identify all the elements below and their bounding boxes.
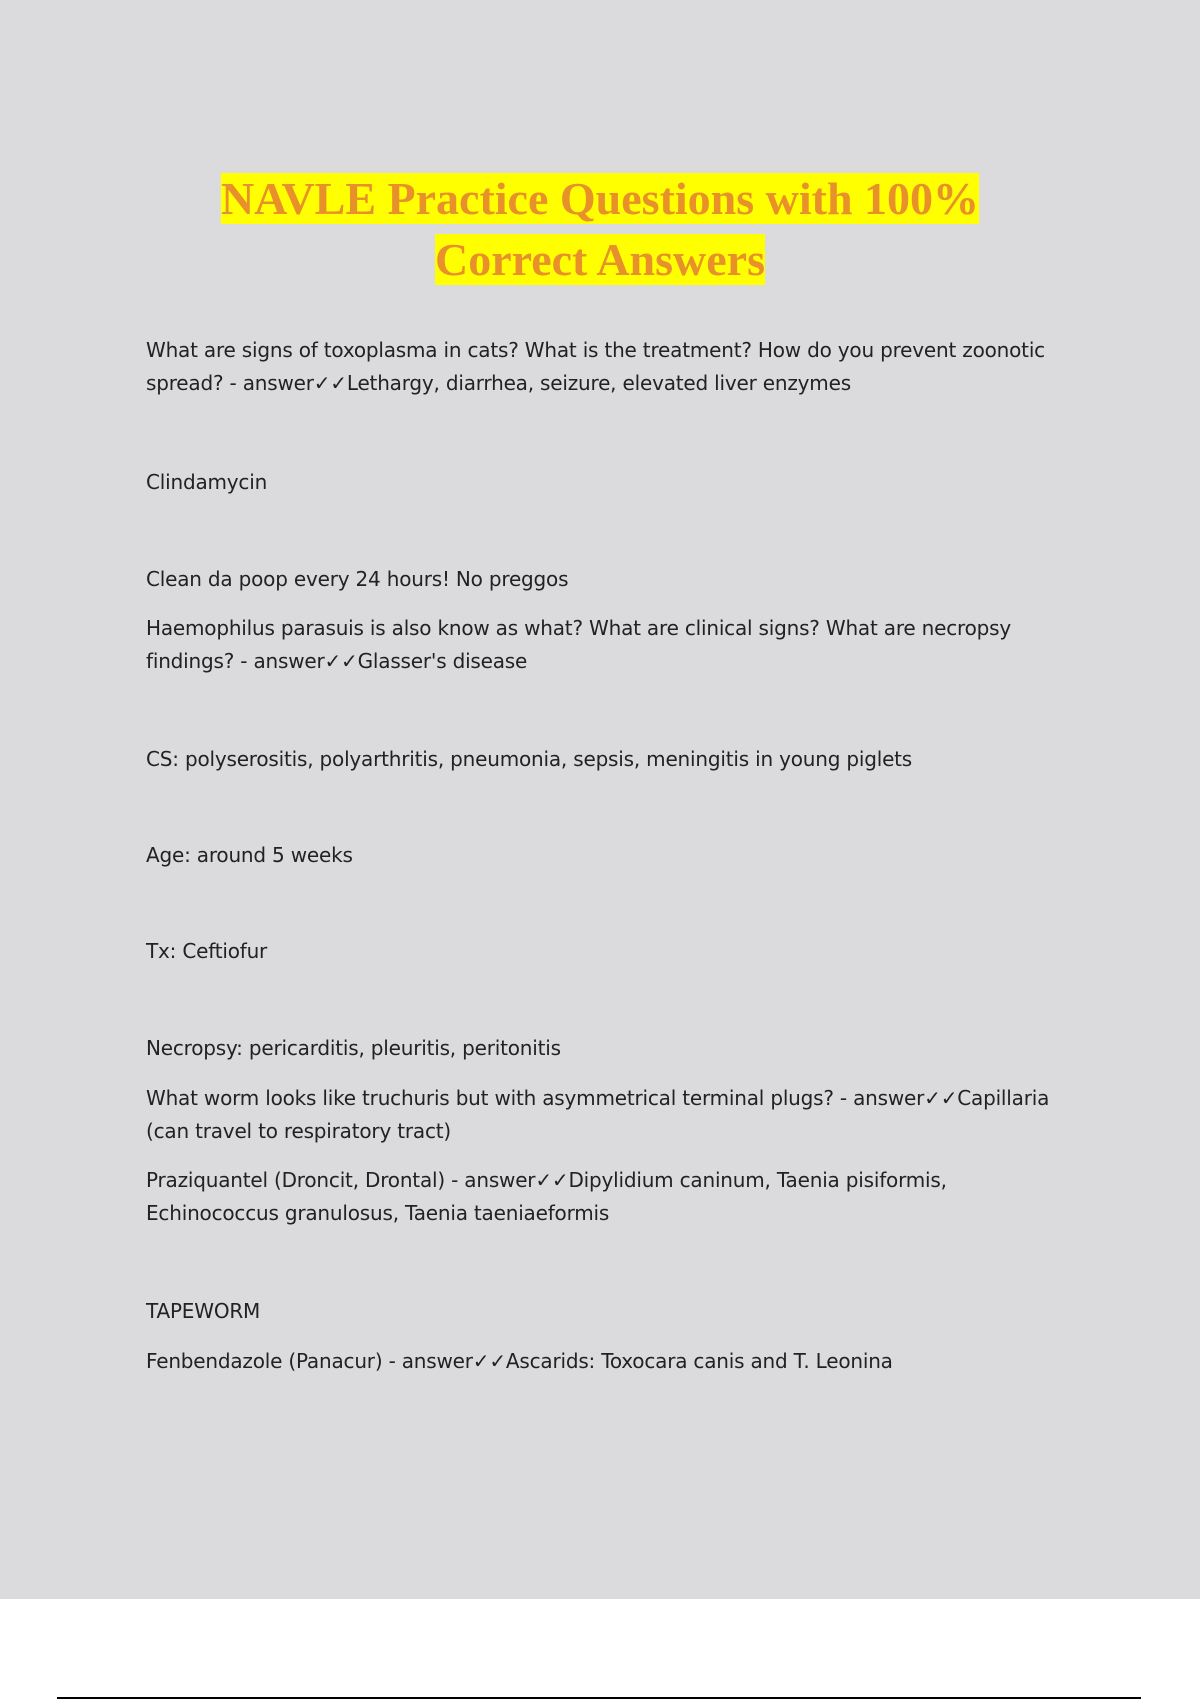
paragraph-fenbendazole [146,1345,893,1378]
paragraph-haemophilus [146,612,1011,678]
page-bottom-rule [57,1697,1141,1699]
text-line: What are signs of toxoplasma in cats? What is the treatment? How do you prevent zoonotic [146,338,1045,362]
text-line: Haemophilus parasuis is also know as what? What are clinical signs? What are necropsy [146,616,1012,640]
text-line: Echinococcus granulosus, Taenia taeniaeformis [146,1201,610,1225]
text-line: spread? - answer✓✓Lethargy, diarrhea, seizure, elevated liver enzymes [146,371,851,395]
text-line: CS: polyserositis, polyarthritis, pneumonia, sepsis, meningitis in young piglets [146,747,913,771]
title-line-1: NAVLE Practice Questions with 100% [220,173,980,224]
text-line: findings? - answer✓✓Glasser's disease [146,649,528,673]
paragraph-capillaria [146,1082,1049,1148]
text-line: Tx: Ceftiofur [146,939,268,963]
paragraph-toxoplasma [146,334,1045,400]
text-line: Necropsy: pericarditis, pleuritis, peritonitis [146,1036,561,1060]
title-line-2: Correct Answers [435,234,765,285]
text-line: Clean da poop every 24 hours! No preggos [146,567,569,591]
document-title [0,168,1200,290]
text-line: TAPEWORM [146,1299,261,1323]
paragraph-clean-poop [146,563,568,596]
paragraph-tapeworm [146,1295,260,1328]
text-line: What worm looks like truchuris but with asymmetrical terminal plugs? - answer✓✓Capillaria [146,1086,1050,1110]
paragraph-clinical-signs [146,743,912,776]
text-line: Age: around 5 weeks [146,843,353,867]
paragraph-praziquantel [146,1164,947,1230]
paragraph-clindamycin [146,466,267,499]
paragraph-treatment [146,935,267,968]
text-line: Fenbendazole (Panacur) - answer✓✓Ascarids: Toxocara canis and T. Leonina [146,1349,893,1373]
text-line: Clindamycin [146,470,268,494]
text-line: (can travel to respiratory tract) [146,1119,451,1143]
paragraph-age [146,839,353,872]
paragraph-necropsy [146,1032,561,1065]
text-line: Praziquantel (Droncit, Drontal) - answer✓✓Dipylidium caninum, Taenia pisiformis, [146,1168,947,1192]
